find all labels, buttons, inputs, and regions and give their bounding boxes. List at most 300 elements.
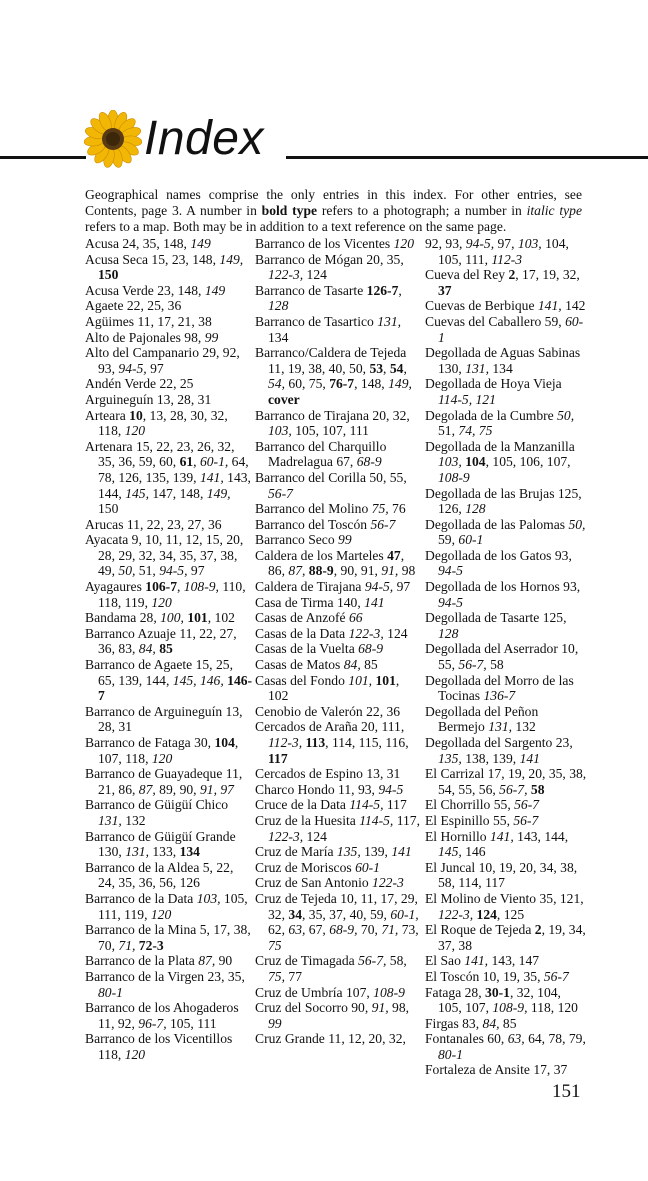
map-page-ref: 141, [464, 953, 489, 969]
entry-text: Degollada de las Brujas 125, 126, [425, 485, 582, 517]
entry-text: Barranco Seco [255, 532, 339, 548]
entry-text: , [398, 282, 402, 298]
map-page-ref: 141 [519, 750, 540, 766]
entry-text: Barranco de Tasartico [255, 313, 378, 329]
entry-text: El Carrizal 17, 19, 20, 35, 38, 54, 55, 56, [425, 766, 587, 797]
entry-text: Barranco de Tasarte [255, 282, 367, 298]
entry-text: , 148, [354, 376, 389, 392]
entry-text: El Espinillo 55, [425, 812, 514, 828]
map-page-ref: 131, [98, 812, 122, 828]
index-entry [425, 813, 587, 829]
index-entry [85, 704, 253, 735]
index-entry [85, 626, 253, 657]
entry-text: Fortaleza de Ansite 17, 37 [425, 1062, 568, 1078]
entry-text: 92, 93, [425, 236, 466, 251]
entry-text: Degollada de la Manzanilla [425, 438, 575, 454]
entry-text: Casas de la Vuelta [255, 641, 359, 657]
entry-text: Degolada de la Cumbre [425, 407, 558, 423]
index-entry [85, 283, 253, 299]
map-page-ref: 120 [151, 750, 173, 766]
index-entry [425, 486, 587, 517]
photo-page-ref: 85 [159, 641, 173, 657]
index-entry [255, 439, 423, 470]
entry-text: El Roque de Tejeda [425, 922, 535, 938]
map-page-ref: 94-5, [118, 360, 147, 376]
entry-text: , 17, 19, 32, [515, 267, 580, 283]
map-page-ref: 71, [118, 937, 136, 953]
entry-text: , 105, 106, 107, [485, 454, 571, 470]
entry-text: 73, [398, 922, 419, 938]
entry-text: El Sao [425, 953, 465, 969]
entry-text: , 19, 34, 37, 38 [438, 922, 586, 953]
index-columns [85, 236, 585, 1076]
entry-text: , [383, 360, 390, 376]
entry-text: Barranco de los Ahogaderos 11, 92, [85, 1000, 239, 1031]
index-entry [255, 860, 423, 876]
index-entry [85, 829, 253, 860]
entry-text: Barranco de la Virgen 23, 35, [85, 968, 245, 984]
entry-text: 51, [438, 423, 459, 439]
entry-text: Cueva del Rey [425, 267, 509, 283]
map-page-ref: 141, [199, 469, 224, 485]
photo-page-ref: 61 [179, 454, 194, 470]
photo-page-ref: 54 [389, 360, 404, 376]
map-page-ref: 100, [160, 610, 184, 626]
entry-text: 76 [388, 501, 406, 517]
entry-text: El Molino de Viento 35, 121, [425, 890, 584, 906]
index-entry [255, 719, 423, 766]
map-page-ref: 103, [196, 890, 221, 906]
entry-text: Barranco de Arguineguín 13, 28, 31 [85, 703, 243, 735]
photo-page-ref: 126-7 [366, 282, 399, 298]
entry-text: 85 [499, 1015, 517, 1031]
map-page-ref: 103, [517, 236, 542, 251]
map-page-ref: 122-3, [268, 828, 304, 844]
map-page-ref: 131, [465, 360, 489, 376]
index-entry [425, 969, 587, 985]
index-entry [425, 1062, 587, 1078]
index-entry [85, 314, 253, 330]
entry-text: Degollada del Aserrador 10, 55, [425, 641, 579, 673]
entry-text: Barranco de Güigüí Chico [85, 797, 229, 813]
index-entry [85, 1000, 253, 1031]
map-page-ref: 91, [381, 563, 399, 579]
index-entry [85, 657, 253, 704]
index-entry [255, 283, 423, 314]
entry-text: Ayagaures [85, 579, 146, 595]
entry-text: Degollada del Morro de las Tocinas [425, 672, 574, 704]
entry-text: 105, 107, 111 [291, 423, 369, 439]
index-entry [255, 766, 423, 782]
entry-text: Barranco de la Mina 5, 17, 38, 70, [85, 922, 251, 953]
entry-text: Casas del Fondo [255, 672, 349, 688]
entry-text: Barranco del Charquillo Madrelagua 67, [255, 438, 387, 470]
entry-text: Casas de Anzofé [255, 610, 349, 626]
map-page-ref: 96-7, [138, 1015, 167, 1031]
map-page-ref: 63, [288, 922, 306, 938]
entry-text: Cruz del Socorro 90, [255, 1000, 372, 1016]
map-page-ref: 99 [338, 532, 352, 548]
entry-text: Degollada de Tasarte 125, [425, 610, 567, 626]
photo-page-ref: cover [268, 391, 300, 407]
entry-text: , 102 [268, 672, 400, 704]
photo-page-ref: 101 [375, 672, 396, 688]
entry-text: 138, 139, [461, 750, 520, 766]
index-entry [425, 517, 587, 548]
entry-text: Barranco de Güigüí Grande 130, [85, 828, 236, 860]
entry-text: Agaete 22, 25, 36 [85, 298, 182, 314]
entry-text: , [177, 579, 184, 595]
entry-text: Cercados de Araña 20, 111, [255, 719, 405, 735]
map-page-ref: 112-3 [491, 251, 523, 267]
entry-text: 143, 147 [488, 953, 540, 969]
index-entry [85, 953, 253, 969]
map-page-ref: 108-9 [373, 984, 405, 1000]
entry-text: 142 [561, 298, 586, 314]
entry-text: 64, 78, 79, [524, 1031, 586, 1047]
entry-text: Acusa 24, 35, 148, [85, 236, 191, 251]
entry-text: Fataga 28, [425, 984, 486, 1000]
map-page-ref: 114-5, [349, 797, 384, 813]
entry-text: Barranco de la Data [85, 890, 197, 906]
entry-text: , 114, 115, 116, [325, 735, 409, 750]
map-page-ref: 94-5 [438, 594, 463, 610]
index-entry [255, 236, 423, 252]
map-page-ref: 135, [336, 844, 361, 860]
map-page-ref: 84, [138, 641, 156, 657]
map-page-ref: 56-7, [499, 781, 528, 797]
map-page-ref: 120 [393, 236, 414, 251]
map-page-ref: 141, [537, 298, 562, 314]
entry-text: Barranco de la Plata [85, 953, 199, 969]
index-entry [85, 376, 253, 392]
entry-text: 77 [285, 968, 302, 984]
entry-text: 97 [393, 579, 411, 595]
entry-text: , [193, 454, 200, 470]
index-entry [255, 408, 423, 439]
entry-text: refers to a photograph; a number in [317, 203, 527, 218]
page-title: Index [144, 112, 264, 165]
entry-text: Bandama 28, [85, 610, 161, 626]
map-page-ref: 131, [125, 844, 149, 860]
entry-text: Arucas 11, 22, 23, 27, 36 [85, 516, 222, 532]
index-entry [255, 953, 423, 984]
index-entry [85, 579, 253, 610]
map-page-ref: 56-7 [514, 797, 540, 813]
map-page-ref: 122-3, [348, 625, 384, 641]
photo-page-ref: 106-7 [145, 579, 177, 595]
map-page-ref: 63, [507, 1031, 525, 1047]
map-page-ref: 60-1, [390, 906, 419, 922]
index-entry [85, 298, 253, 314]
index-entry [255, 704, 423, 720]
index-entry [255, 610, 423, 626]
index-entry [255, 844, 423, 860]
entry-text: , 125 [496, 906, 525, 922]
map-page-ref: 149, [206, 485, 231, 501]
index-entry [255, 579, 423, 595]
index-entry [425, 298, 587, 314]
entry-text: Barranco Azuaje 11, 22, 27, 36, 83, [85, 625, 237, 657]
entry-text: 97, [494, 236, 518, 251]
map-page-ref: 56-7 [543, 968, 569, 984]
map-page-ref: 149 [204, 282, 226, 298]
index-entry [85, 766, 253, 797]
map-page-ref: 94-5, [465, 236, 495, 251]
map-page-ref: 149, [219, 251, 244, 267]
index-entry [425, 860, 587, 891]
entry-text: 134 [488, 360, 513, 376]
map-page-ref: 68-9, [329, 922, 358, 938]
map-page-ref: 75, [371, 501, 389, 517]
entry-text: Cruz Grande 11, 12, 20, 32, [255, 1031, 406, 1047]
entry-text: 90 [215, 953, 233, 969]
entry-text: Caldera de Tirajana [255, 579, 365, 595]
index-entry [425, 439, 587, 486]
index-entry [255, 641, 423, 657]
map-page-ref: 135, [438, 750, 462, 766]
page-number: 151 [552, 1081, 581, 1102]
index-entry [85, 439, 253, 517]
index-column-2 [255, 236, 423, 1047]
map-page-ref: 99 [268, 1015, 282, 1031]
entry-text: 150 [98, 501, 119, 517]
photo-page-ref: 53 [369, 360, 384, 376]
entry-text: , 35, 37, 40, 59, [301, 906, 391, 922]
entry-text: Arteara [85, 407, 130, 423]
entry-text: , 90, 91, [333, 563, 382, 579]
index-entry [425, 797, 587, 813]
map-page-ref: 103, [268, 423, 292, 439]
index-entry [255, 314, 423, 345]
entry-text: 98 [398, 563, 416, 579]
entry-text: Ayacata 9, 10, 11, 12, 15, 20, 28, 29, 32, 34, 35, 37, 38, 49, [85, 532, 244, 579]
index-entry [255, 548, 423, 579]
entry-text: Casa de Tirma 140, [255, 594, 365, 610]
entry-text: 110, 118, 119, [98, 579, 246, 610]
entry-text: , 102 [207, 610, 235, 626]
entry-text: Acusa Verde 23, 148, [85, 282, 205, 298]
map-page-ref: 94-5 [378, 781, 404, 797]
map-page-ref: 128 [268, 298, 289, 314]
entry-text: Geographical names comprise the only entries in this index. For other entries, see Contents, page 3. A number in [85, 187, 582, 218]
entry-text: , 32, 104, 105, 107, [438, 984, 561, 1016]
map-page-ref: 50, [568, 516, 586, 532]
index-entry [255, 501, 423, 517]
entry-text: , [403, 360, 407, 376]
entry-text: 118, 120 [527, 1000, 578, 1016]
index-column-3 [425, 236, 587, 1078]
index-entry [255, 252, 423, 283]
map-page-ref: 122-3 [372, 875, 404, 891]
map-page-ref: 108-9, [492, 1000, 528, 1016]
entry-text: Cruce de la Data [255, 797, 350, 813]
map-page-ref: 141, [489, 828, 514, 844]
index-entry [255, 891, 423, 953]
entry-text: Barranco del Toscón [255, 516, 371, 532]
map-page-ref: 75, [268, 968, 285, 984]
map-page-ref: 50, [557, 407, 575, 423]
entry-text: Cruz de Timagada [255, 953, 359, 969]
entry-text: Caldera de los Marteles [255, 547, 388, 563]
entry-text: 64, 78, 126, 135, 139, [98, 454, 249, 485]
entry-text: 143, 144, [513, 828, 569, 844]
entry-text: 51, [135, 563, 160, 579]
entry-text: Cruz de la Huesita [255, 812, 360, 828]
index-header [0, 100, 648, 180]
map-page-ref: 128 [438, 625, 459, 641]
index-entry [425, 579, 587, 610]
index-entry [425, 891, 587, 922]
entry-text: 97 [187, 563, 205, 579]
map-page-ref: 68-9 [356, 454, 382, 470]
index-entry [425, 953, 587, 969]
photo-page-ref: 150 [98, 267, 119, 283]
entry-text: Barranco de la Aldea 5, 22, 24, 35, 36, 56, 126 [85, 859, 234, 891]
index-entry [255, 345, 423, 407]
index-entry [255, 1000, 423, 1031]
index-entry [85, 1031, 253, 1062]
entry-text: 104, 105, 111, [438, 236, 569, 267]
entry-text: Firgas 83, [425, 1015, 483, 1031]
map-page-ref: 84, [343, 657, 361, 673]
index-entry [425, 1031, 587, 1062]
entry-text: , 86, [268, 547, 405, 579]
index-entry [255, 532, 423, 548]
index-column-1 [85, 236, 253, 1062]
entry-text: Degollada de los Gatos 93, [425, 547, 572, 563]
map-page-ref: 120 [150, 906, 172, 922]
map-page-ref: 56-7, [458, 657, 487, 673]
index-entry [85, 891, 253, 922]
entry-text: Barranco/Caldera de Tejeda 11, 19, 38, 40, 50, [255, 345, 407, 376]
index-entry [85, 860, 253, 891]
map-page-ref: 94-5, [364, 579, 394, 595]
photo-page-ref: 34 [288, 906, 302, 922]
map-page-ref: 112-3, [268, 735, 303, 750]
map-page-ref: 74, 75 [458, 423, 493, 439]
entry-text: Degollada de Hoya Vieja [425, 376, 562, 392]
intro-paragraph [85, 187, 582, 235]
map-page-ref: italic type [526, 203, 582, 218]
index-entry [425, 1016, 587, 1032]
index-entry [255, 813, 423, 844]
entry-text: Cuevas del Caballero 59, [425, 313, 566, 329]
map-page-ref: 60-1 [458, 532, 484, 548]
index-entry [255, 875, 423, 891]
entry-text: 132 [121, 812, 146, 828]
map-page-ref: 91, 97 [199, 781, 234, 797]
map-page-ref: 84, [482, 1015, 500, 1031]
photo-page-ref: 47 [387, 547, 401, 563]
photo-page-ref: bold type [261, 203, 318, 218]
map-page-ref: 60-1 [355, 859, 380, 875]
map-page-ref: 122-3, [438, 906, 474, 922]
photo-page-ref: 37 [438, 282, 452, 298]
entry-text: , 107, 118, [98, 735, 239, 766]
index-entry [255, 1031, 423, 1047]
map-page-ref: 141 [364, 594, 385, 610]
entry-text: Alto de Pajonales 98, [85, 329, 205, 345]
entry-text: 58 [486, 657, 504, 673]
entry-text: 124 [383, 625, 408, 641]
photo-page-ref: 124 [476, 906, 497, 922]
entry-text: 124 [303, 267, 327, 283]
entry-text: refers to a map. Both may be in addition to a text reference on the same page. [85, 219, 507, 234]
map-page-ref: 128 [465, 501, 486, 517]
map-page-ref: 56-7 [513, 812, 539, 828]
index-entry [85, 532, 253, 579]
index-entry [255, 626, 423, 642]
photo-page-ref: 134 [179, 844, 200, 860]
index-entry [85, 252, 253, 283]
photo-page-ref: 113 [305, 735, 326, 750]
entry-text: Degollada del Peñon Bermejo [425, 703, 539, 735]
entry-text: 143, 144, [98, 469, 251, 501]
photo-page-ref: 72-3 [138, 937, 164, 953]
map-page-ref: 80-1 [438, 1046, 463, 1062]
index-entry [425, 985, 587, 1016]
map-page-ref: 145, [438, 844, 462, 860]
map-page-ref: 54, [268, 376, 285, 392]
entry-text: 59, [438, 532, 459, 548]
index-entry [425, 922, 587, 953]
entry-text: 97 [146, 360, 164, 376]
entry-text: El Toscón 10, 19, 35, [425, 968, 544, 984]
map-page-ref: 122-3, [268, 267, 304, 283]
map-page-ref: 87, [138, 781, 156, 797]
entry-text: Degollada de Aguas Sabinas 130, [425, 345, 581, 376]
map-page-ref: 60-1, [199, 454, 229, 470]
map-page-ref: 94-5 [438, 563, 463, 579]
index-entry [425, 548, 587, 579]
entry-text: 132 [512, 719, 536, 735]
index-entry [425, 735, 587, 766]
map-page-ref: 56-7 [268, 485, 293, 501]
entry-text: , 13, 28, 30, 32, 118, [98, 407, 228, 439]
index-entry [425, 376, 587, 407]
map-page-ref: 131, [377, 313, 402, 329]
map-page-ref: 149 [190, 236, 211, 251]
index-entry [425, 267, 587, 298]
index-entry [425, 641, 587, 672]
index-entry [425, 345, 587, 376]
map-page-ref: 108-9, [183, 579, 219, 595]
entry-text: Casas de la Data [255, 625, 349, 641]
entry-text: Degollada del Sargento 23, [425, 735, 573, 750]
map-page-ref: 131, [488, 719, 513, 735]
map-page-ref: 114-5, [359, 812, 394, 828]
entry-text: Andén Verde 22, 25 [85, 376, 194, 392]
index-entry [85, 345, 253, 376]
entry-text: El Juncal 10, 19, 20, 34, 38, 58, 114, 117 [425, 859, 578, 891]
entry-text: Cuevas de Berbique [425, 298, 538, 314]
index-entry [425, 610, 587, 641]
index-entry [85, 735, 253, 766]
photo-page-ref: 104 [214, 735, 235, 750]
index-entry [425, 673, 587, 704]
map-page-ref: 94-5, [159, 563, 188, 579]
map-page-ref: 87, [198, 953, 216, 969]
index-entry [85, 610, 253, 626]
index-entry [425, 408, 587, 439]
entry-text: Casas de Matos [255, 657, 344, 673]
entry-text: 124 [303, 828, 327, 844]
map-page-ref: 145, 146, [172, 672, 224, 688]
map-page-ref: 50, [118, 563, 136, 579]
entry-text: Barranco de Agaete 15, 25, 65, 139, 144, [85, 657, 233, 688]
index-entry [85, 969, 253, 1000]
